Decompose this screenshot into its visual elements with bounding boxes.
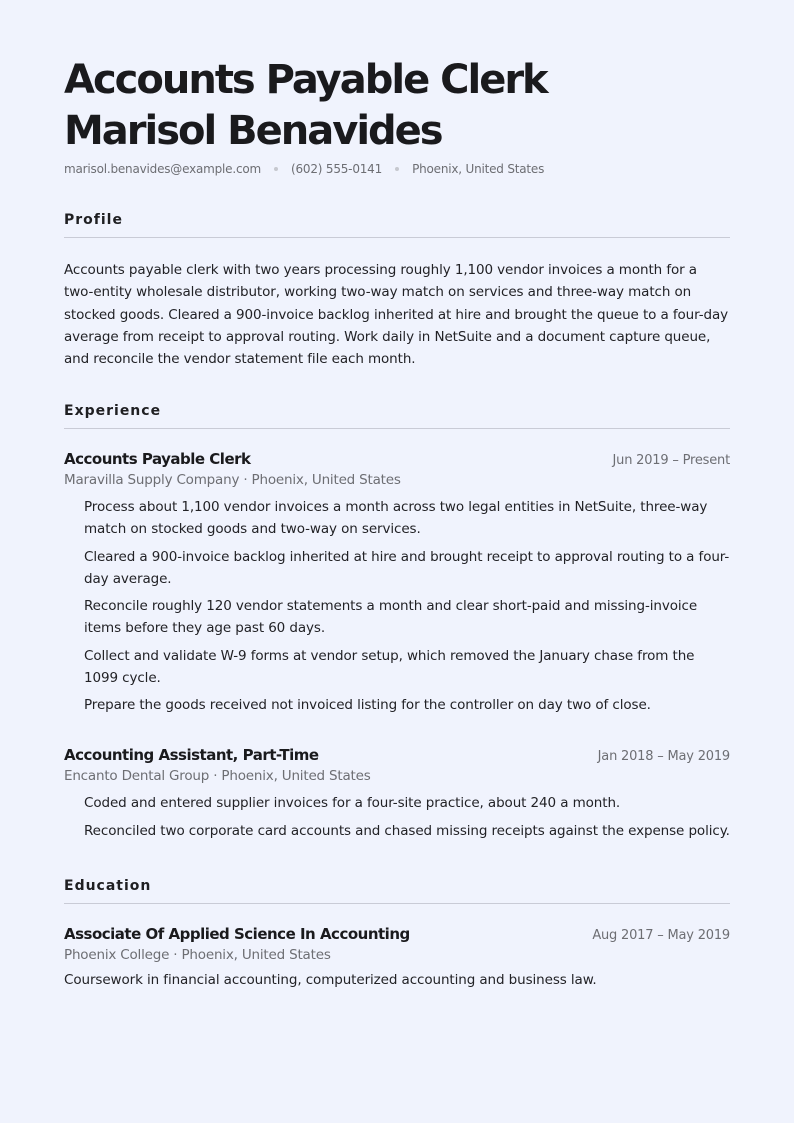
section-heading-experience: Experience xyxy=(64,403,730,429)
experience-section xyxy=(64,403,730,842)
experience-entry xyxy=(64,746,730,842)
job-bullet: Reconciled two corporate card accounts and chased missing receipts against the expense policy. xyxy=(84,822,730,839)
resume-title xyxy=(64,55,730,157)
experience-entry xyxy=(64,450,730,716)
job-organization: Encanto Dental Group · Phoenix, United States xyxy=(64,768,371,785)
candidate-name: Marisol Benavides xyxy=(64,108,442,154)
education-section xyxy=(64,878,730,988)
contact-line xyxy=(64,162,730,176)
contact-location: Phoenix, United States xyxy=(412,162,545,176)
job-title: Accounts Payable Clerk xyxy=(64,450,251,469)
section-heading-education: Education xyxy=(64,878,730,904)
job-organization: Maravilla Supply Company · Phoenix, United States xyxy=(64,472,401,489)
job-bullet: Collect and validate W-9 forms at vendor setup, which removed the January chase from the 1099 cycle. xyxy=(84,647,695,686)
job-bullet: Process about 1,100 vendor invoices a month across two legal entities in NetSuite, three-way match on stocked goods and two-way on services. xyxy=(84,499,708,538)
job-bullet: Prepare the goods received not invoiced listing for the controller on day two of close. xyxy=(84,697,651,714)
section-heading-profile: Profile xyxy=(64,212,730,238)
job-dates: Jan 2018 – May 2019 xyxy=(597,749,730,765)
school-name: Phoenix College · Phoenix, United States xyxy=(64,946,331,963)
education-entry xyxy=(64,925,730,988)
job-bullet: Cleared a 900-invoice backlog inherited at hire and brought receipt to approval routing to a four-day average. xyxy=(84,548,730,587)
job-title-heading: Accounts Payable Clerk xyxy=(64,57,547,103)
profile-section xyxy=(64,212,730,370)
profile-summary: Accounts payable clerk with two years processing roughly 1,100 vendor invoices a month for a two-entity wholesale distributor, working two-way match on services and three-way match on stocked goods. Cleared a 900-invoice backlog inherited at hire and brought the queue to a four-day average from receipt to approval routing. Work daily in NetSuite and a document capture queue, and reconcile the vendor statement file each month. xyxy=(64,262,729,368)
job-bullet-list xyxy=(64,496,730,716)
degree-title: Associate Of Applied Science In Accounting xyxy=(64,924,410,943)
education-dates: Aug 2017 – May 2019 xyxy=(592,927,730,943)
job-dates: Jun 2019 – Present xyxy=(612,453,730,469)
job-title: Accounting Assistant, Part-Time xyxy=(64,746,319,765)
entry-header xyxy=(64,746,730,764)
entry-header xyxy=(64,450,730,468)
job-bullet: Reconcile roughly 120 vendor statements a month and clear short-paid and missing-invoice items before they age past 60 days. xyxy=(84,598,698,637)
separator-dot xyxy=(274,167,278,171)
education-description: Coursework in financial accounting, computerized accounting and business law. xyxy=(64,971,597,988)
separator-dot xyxy=(395,167,399,171)
job-bullet-list xyxy=(64,792,730,842)
entry-header xyxy=(64,925,730,943)
job-bullet: Coded and entered supplier invoices for a four-site practice, about 240 a month. xyxy=(84,795,621,812)
contact-phone[interactable]: (602) 555-0141 xyxy=(291,162,383,176)
contact-email[interactable]: marisol.benavides@example.com xyxy=(64,162,261,176)
